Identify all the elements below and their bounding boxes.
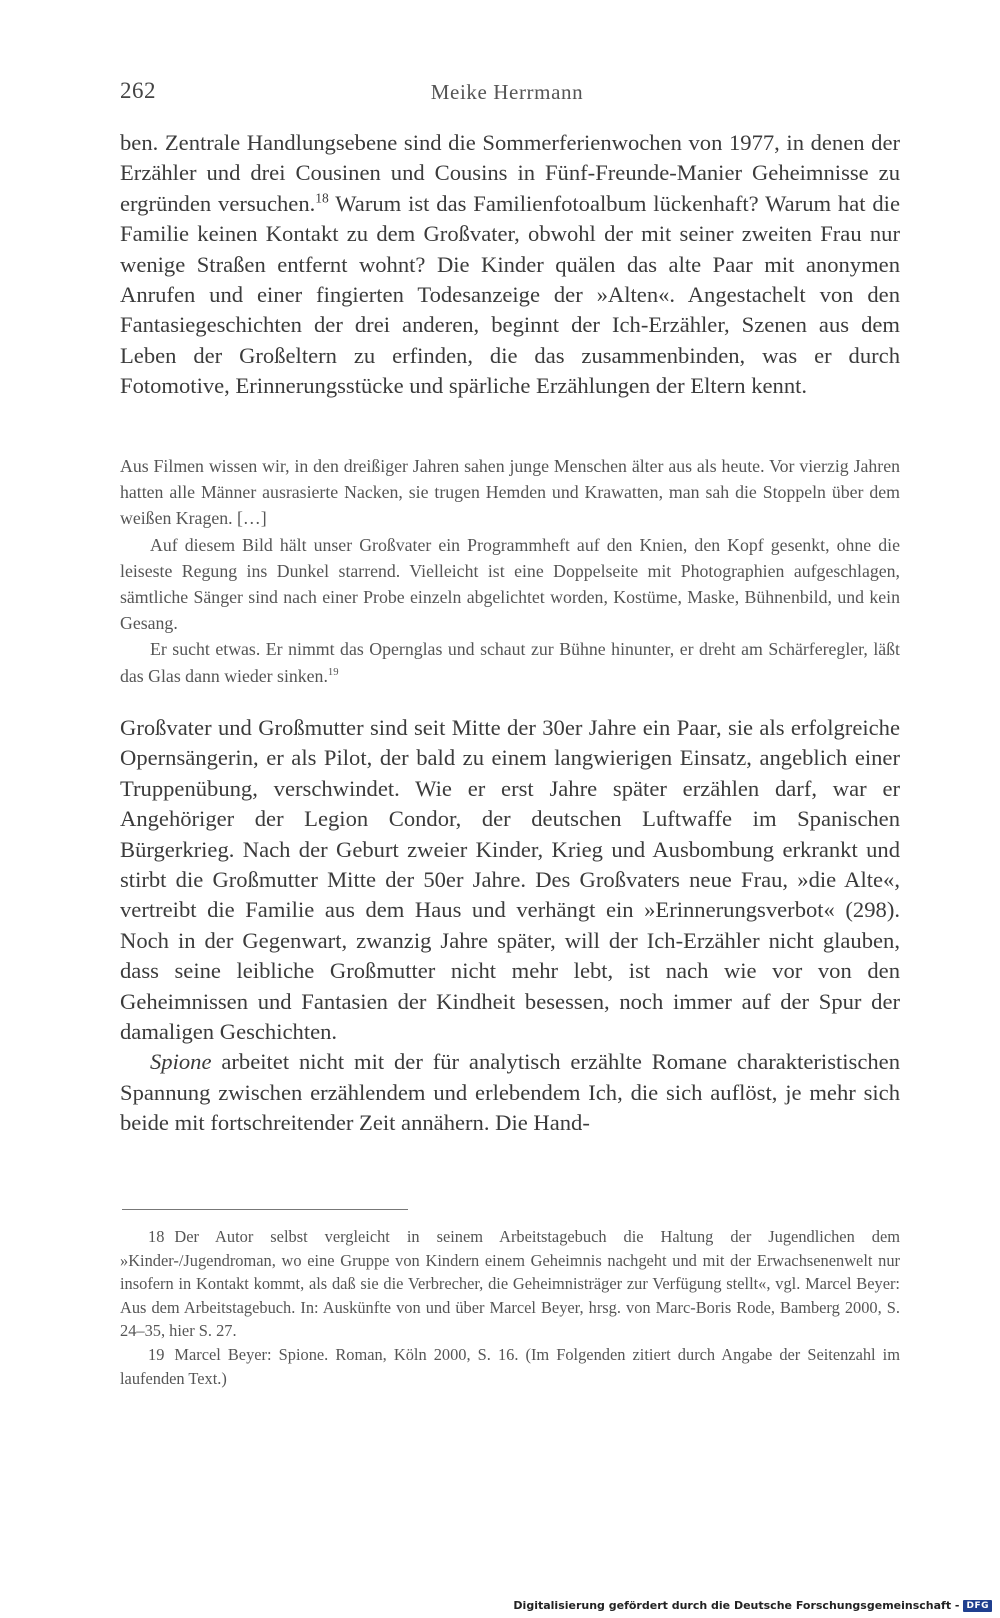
quote-paragraph-1: Aus Filmen wissen wir, in den dreißiger Jahren sahen junge Menschen älter aus als heute. Vor vierzig Jahren hatten alle Männer ausrasierte Nacken, sie trugen Hemden und Krawatten, man sah die Stoppeln über dem weißen Kragen. […]	[120, 456, 900, 529]
page-number: 262	[120, 78, 156, 103]
paragraph-1-text-a: ben. Zentrale Handlungsebene sind die Sommerferienwochen von 1977, in denen der Erzähler und drei Cousinen und Cousins in Fünf-Freunde-Manier Geheimnisse zu ergründen versuchen.	[120, 130, 900, 216]
body-section-2	[120, 713, 900, 1139]
block-quote	[120, 453, 900, 689]
footnote-18-number: 18	[148, 1227, 165, 1246]
footnote-18	[120, 1225, 900, 1343]
running-head: Meike Herrmann	[430, 80, 584, 104]
footnote-separator	[122, 1209, 408, 1210]
footnote-19-text: Marcel Beyer: Spione. Roman, Köln 2000, S. 16. (Im Folgenden zitiert durch Angabe der Seitenzahl im laufenden Text.)	[120, 1344, 900, 1388]
quote-paragraph-3	[120, 636, 900, 688]
footnote-19-number: 19	[148, 1344, 165, 1364]
paragraph-1-text-b: Warum ist das Familienfotoalbum lückenhaft? Warum hat die Familie keinen Kontakt zu dem Großvater, obwohl der mit seiner zweiten Frau nur wenige Straßen entfernt wohnt? Die Kinder quälen das alte Paar mit anonymen Anrufen und einer fingierten Todesanzeige der »Alten«. Angestachelt von den Fantasiegeschichten der drei anderen, beginnt der Ich-Erzähler, Szenen aus dem Leben der Großeltern zu erfinden, die das zusammenbinden, was er durch Fotomotive, Erinnerungsstücke und spärliche Erzählungen der Eltern kennt.	[120, 190, 900, 399]
footnote-19	[120, 1343, 900, 1390]
quote-paragraph-3-text: Er sucht etwas. Er nimmt das Opernglas und schaut zur Bühne hinunter, er dreht am Schärferegler, läßt das Glas dann wieder sinken.	[120, 639, 900, 686]
dfg-logo: DFG	[963, 1600, 992, 1612]
footnote-ref-19[interactable]: 19	[327, 665, 339, 678]
digitization-note	[513, 1599, 992, 1612]
body-paragraph-1	[120, 128, 900, 402]
body-paragraph-2: Großvater und Großmutter sind seit Mitte der 30er Jahre ein Paar, sie als erfolgreiche Opernsängerin, er als Pilot, der bald zu einem langwierigen Einsatz, angeblich einer Truppenübung, verschwindet. Wie er erst Jahre später erzählen darf, war er Angehöriger der Legion Condor, der deutschen Luftwaffe im Spanischen Bürgerkrieg. Nach der Geburt zweier Kinder, Krieg und Ausbombung erkrankt und stirbt die Großmutter Mitte der 50er Jahre. Des Großvaters neue Frau, »die Alte«, vertreibt die Familie aus dem Haus und verhängt ein »Erinnerungsverbot« (298). Noch in der Gegenwart, zwanzig Jahre später, will der Ich-Erzähler nicht glauben, dass seine leibliche Großmutter nicht mehr lebt, ist nach wie vor von den Geheimnissen und Fantasien der Kindheit besessen, noch immer auf der Spur der damaligen Geschichten.	[120, 715, 900, 1045]
digitization-note-text: Digitalisierung gefördert durch die Deutsche Forschungsgemeinschaft -	[513, 1599, 960, 1612]
quote-paragraph-2: Auf diesem Bild hält unser Großvater ein Programmheft auf den Knien, den Kopf gesenkt, ohne die leiseste Regung ins Dunkel starrend. Vielleicht ist eine Doppelseite mit Photographien aufgeschlagen, sämtliche Sänger sind nach einer Probe einzeln abgelichtet worden, Kostüme, Maske, Bühnenbild, und kein Gesang.	[120, 534, 900, 634]
book-title-italic: Spione	[150, 1049, 212, 1075]
body-paragraph-3	[120, 1047, 900, 1138]
footnotes	[120, 1225, 900, 1390]
footnote-ref-18[interactable]: 18	[315, 190, 329, 206]
footnote-18-text: Der Autor selbst vergleicht in seinem Arbeitstagebuch die Haltung der Jugendlichen dem »Kinder-/Jugendroman, wo eine Gruppe von Kindern einem Geheimnis nachgeht und mit der Erwachsenenwelt nur insofern in Kontakt kommt, als daß sie die Verbrecher, die Geheimnisträger zur Verfügung stellt«, vgl. Marcel Beyer: Aus dem Arbeitstagebuch. In: Auskünfte von und über Marcel Beyer, hrsg. von Marc-Boris Rode, Bamberg 2000, S. 24–35, hier S. 27.	[120, 1227, 900, 1341]
body-paragraph-3-text: arbeitet nicht mit der für analytisch erzählte Romane charakteristischen Spannung zwischen erzählendem und erlebendem Ich, die sich auflöst, je mehr sich beide mit fortschreitender Zeit annähern. Die Hand-	[120, 1049, 900, 1136]
